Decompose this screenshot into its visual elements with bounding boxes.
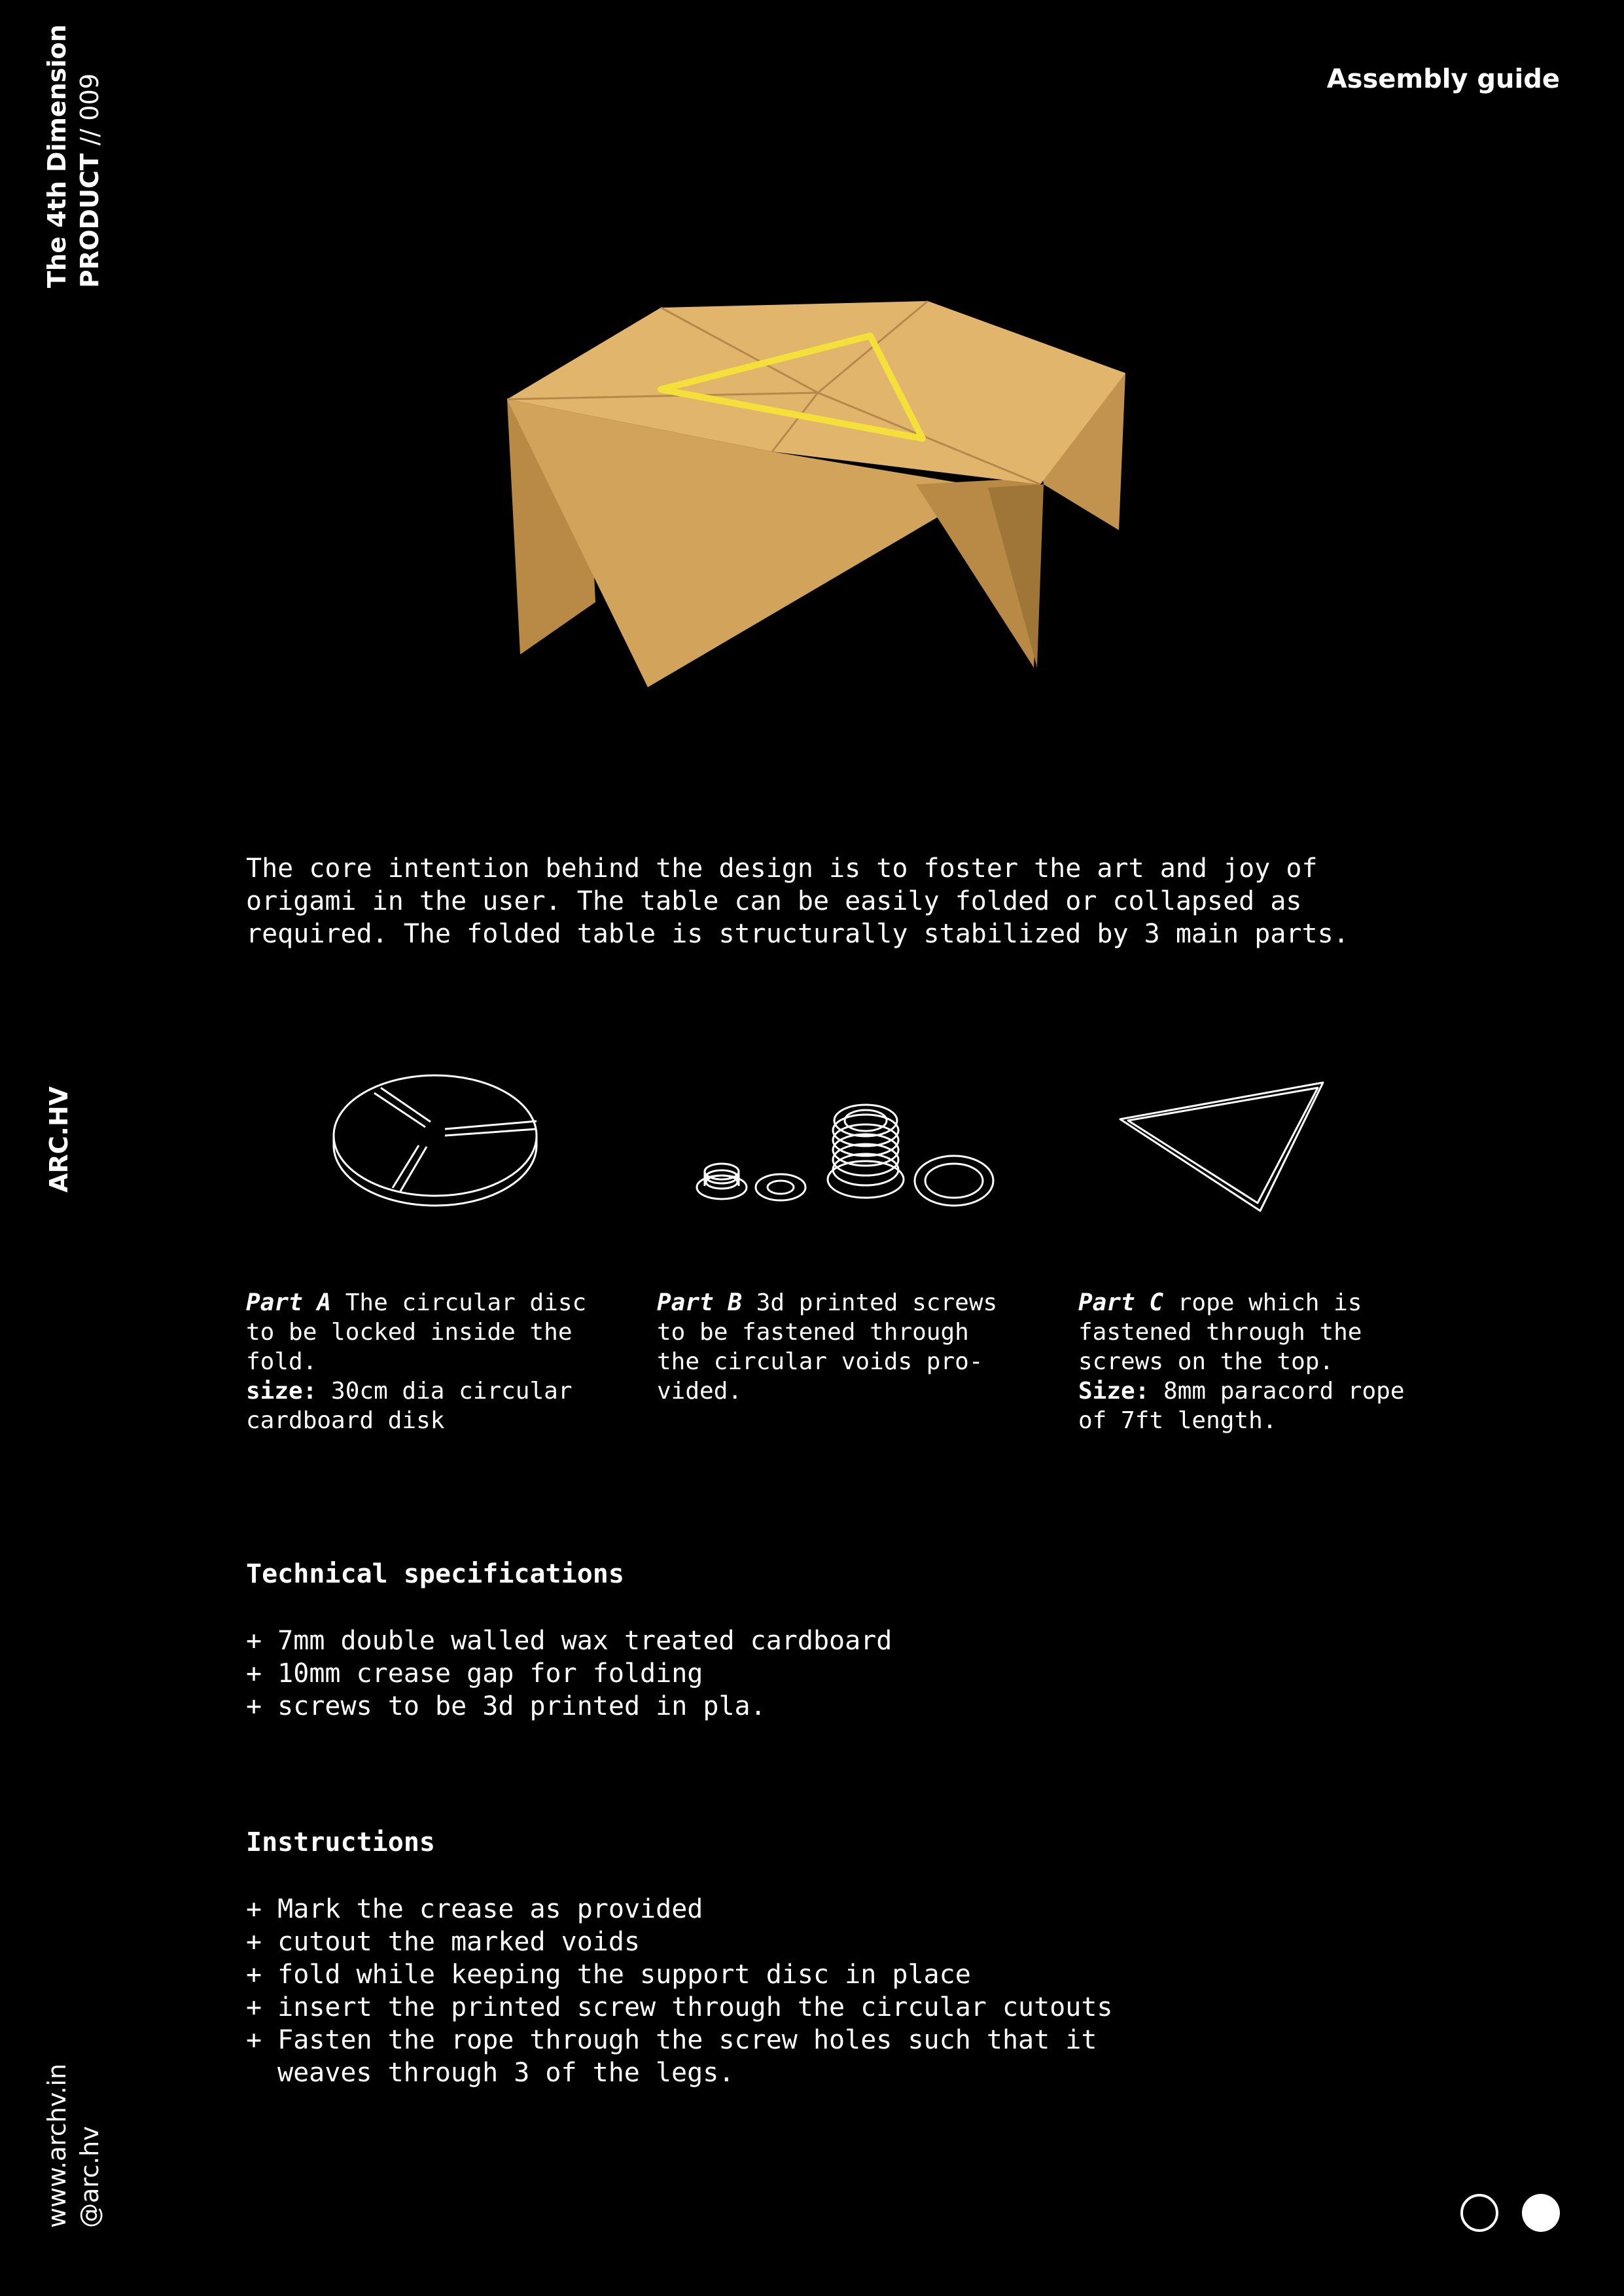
part-a-text: The circular disc to be locked inside the fold. [246,1289,587,1375]
list-item: + 10mm crease gap for folding [246,1659,703,1689]
list-item: + fold while keeping the support disc in place [246,1960,971,1990]
part-c-rope-icon [1112,1073,1335,1217]
part-b-description [657,1288,1023,1406]
product-label: PRODUCT [75,153,104,288]
brand-title: The 4th Dimension [43,24,71,288]
part-c-size-label: Size: [1078,1378,1150,1405]
page-title: Assembly guide [1326,64,1560,94]
list-item: + Fasten the rope through the screw holes such that it weaves through 3 of the legs. [246,2025,1097,2088]
part-a-disc-icon [327,1073,543,1211]
contact-block [41,2064,106,2228]
part-a-label: Part A [246,1289,332,1316]
list-item: + Mark the crease as provided [246,1894,703,1924]
list-item: + screws to be 3d printed in pla. [246,1691,766,1721]
list-item: + insert the printed screw through the circular cutouts [246,1992,1113,2022]
intro-paragraph: The core intention behind the design is to foster the art and joy of origami in the user. The table can be easily folded or collapsed as required. The folded table is structurally stabilized by 3 main parts. [246,853,1349,949]
list-item: + cutout the marked voids [246,1927,641,1957]
part-a-size-label: size: [246,1378,317,1405]
part-b-text: 3d printed screws to be fastened through the circular voids pro-vided. [657,1289,998,1405]
part-b-screws-icon [692,1101,1000,1212]
part-c-text: rope which is fastened through the screws on the top. [1078,1289,1362,1375]
product-number: // 009 [75,73,104,154]
page-dot-1[interactable] [1460,2194,1498,2232]
brand-block [41,24,106,288]
part-a-size: 30cm dia circular cardboard disk [246,1378,573,1434]
page-dot-2-active[interactable] [1522,2194,1560,2232]
folded-table-render [491,288,1139,707]
part-c-description [1078,1288,1405,1435]
part-c-label: Part C [1078,1289,1164,1316]
social-handle[interactable]: @arc.hv [75,2126,104,2228]
specs-list [246,1624,892,1723]
list-item: + 7mm double walled wax treated cardboard [246,1626,892,1656]
instructions-list [246,1893,1162,2089]
part-c-size: 8mm paracord rope of 7ft length. [1078,1378,1405,1434]
studio-name: ARC.HV [44,1086,73,1193]
part-a-description [246,1288,612,1435]
instructions-heading: Instructions [246,1827,435,1857]
part-b-label: Part B [657,1289,743,1316]
specs-heading: Technical specifications [246,1559,624,1589]
pagination [1460,2194,1560,2232]
website-link[interactable]: www.archv.in [43,2063,71,2228]
